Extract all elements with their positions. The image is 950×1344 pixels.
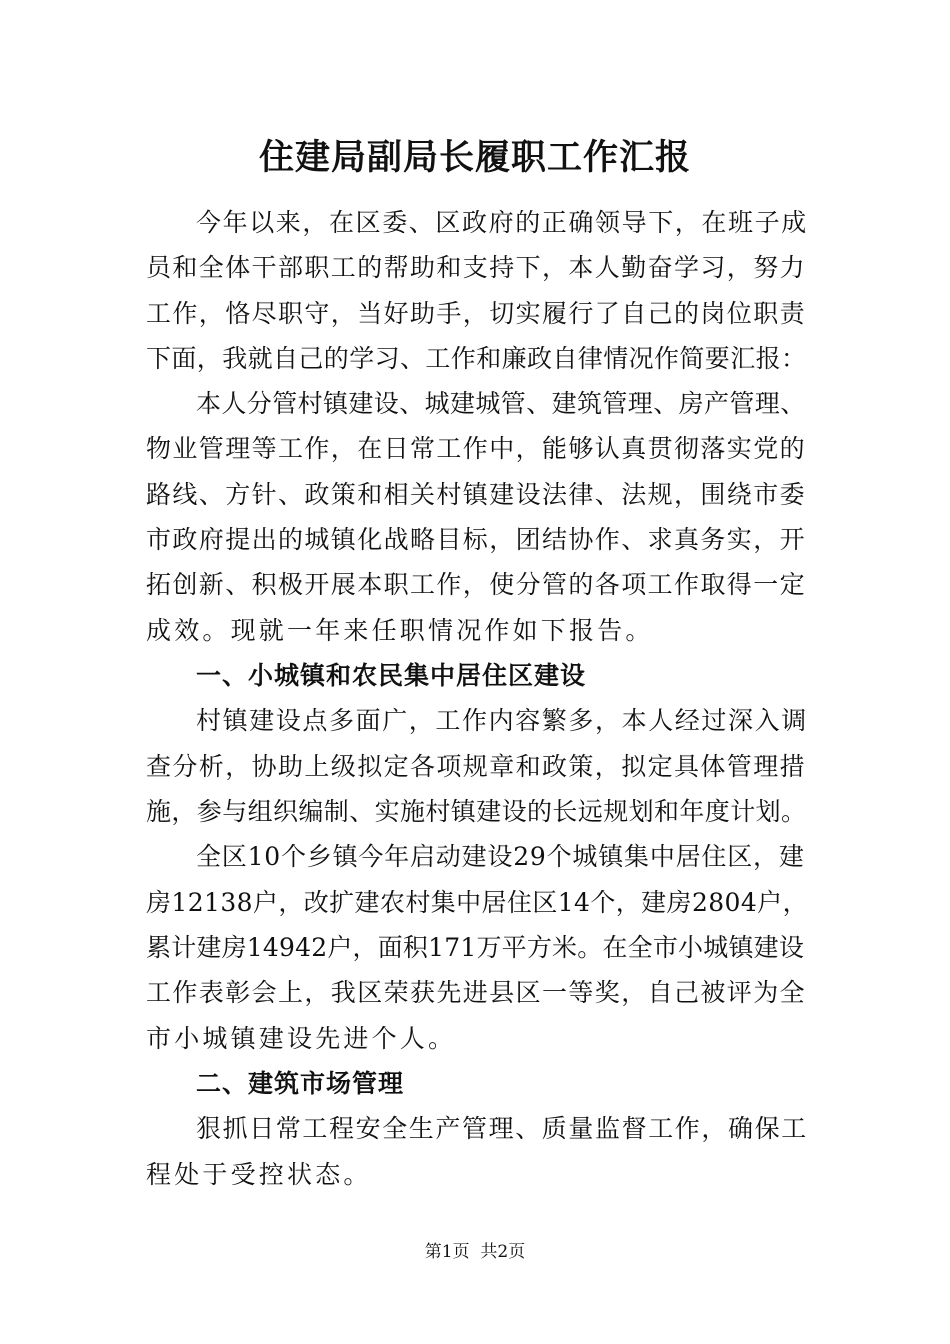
paragraph-line: 拓创新、积极开展本职工作，使分管的各项工作取得一定 <box>146 570 807 599</box>
paragraph-line: 全区10个乡镇今年启动建设29个城镇集中居住区，建 <box>196 842 805 871</box>
paragraph-line: 累计建房14942户，面积171万平方米。在全市小城镇建设 <box>146 933 805 962</box>
paragraph-line: 物业管理等工作，在日常工作中，能够认真贯彻落实党的 <box>146 434 807 463</box>
paragraph-line: 市小城镇建设先进个人。 <box>146 1024 457 1053</box>
paragraph-line: 下面，我就自己的学习、工作和廉政自律情况作简要汇报： <box>146 344 807 373</box>
paragraph-line: 查分析，协助上级拟定各项规章和政策，拟定具体管理措 <box>146 752 807 781</box>
section-heading-2: 二、建筑市场管理 <box>196 1069 405 1098</box>
paragraph-line: 工作，恪尽职守，当好助手，切实履行了自己的岗位职责 <box>146 299 807 328</box>
paragraph-line: 施，参与组织编制、实施村镇建设的长远规划和年度计划。 <box>146 797 807 826</box>
paragraph-line: 狠抓日常工程安全生产管理、质量监督工作，确保工 <box>196 1114 808 1143</box>
paragraph-line: 路线、方针、政策和相关村镇建设法律、法规，围绕市委 <box>146 480 807 509</box>
paragraph-line: 工作表彰会上，我区荣获先进县区一等奖，自己被评为全 <box>146 978 807 1007</box>
paragraph-line: 员和全体干部职工的帮助和支持下，本人勤奋学习，努力 <box>146 253 807 282</box>
document-title: 住建局副局长履职工作汇报 <box>258 137 691 178</box>
paragraph-line: 本人分管村镇建设、城建城管、建筑管理、房产管理、 <box>196 389 806 418</box>
paragraph-line: 市政府提出的城镇化战略目标，团结协作、求真务实，开 <box>146 525 807 554</box>
page-footer: 第1页 共2页 <box>424 1242 526 1262</box>
paragraph-line: 今年以来，在区委、区政府的正确领导下，在班子成 <box>196 208 808 237</box>
paragraph-line: 成效。现就一年来任职情况作如下报告。 <box>146 616 654 645</box>
section-heading-1: 一、小城镇和农民集中居住区建设 <box>196 661 587 690</box>
paragraph-line: 程处于受控状态。 <box>146 1160 372 1189</box>
paragraph-line: 房12138户，改扩建农村集中居住区14个，建房2804户， <box>146 888 808 917</box>
paragraph-line: 村镇建设点多面广，工作内容繁多，本人经过深入调 <box>196 706 808 735</box>
